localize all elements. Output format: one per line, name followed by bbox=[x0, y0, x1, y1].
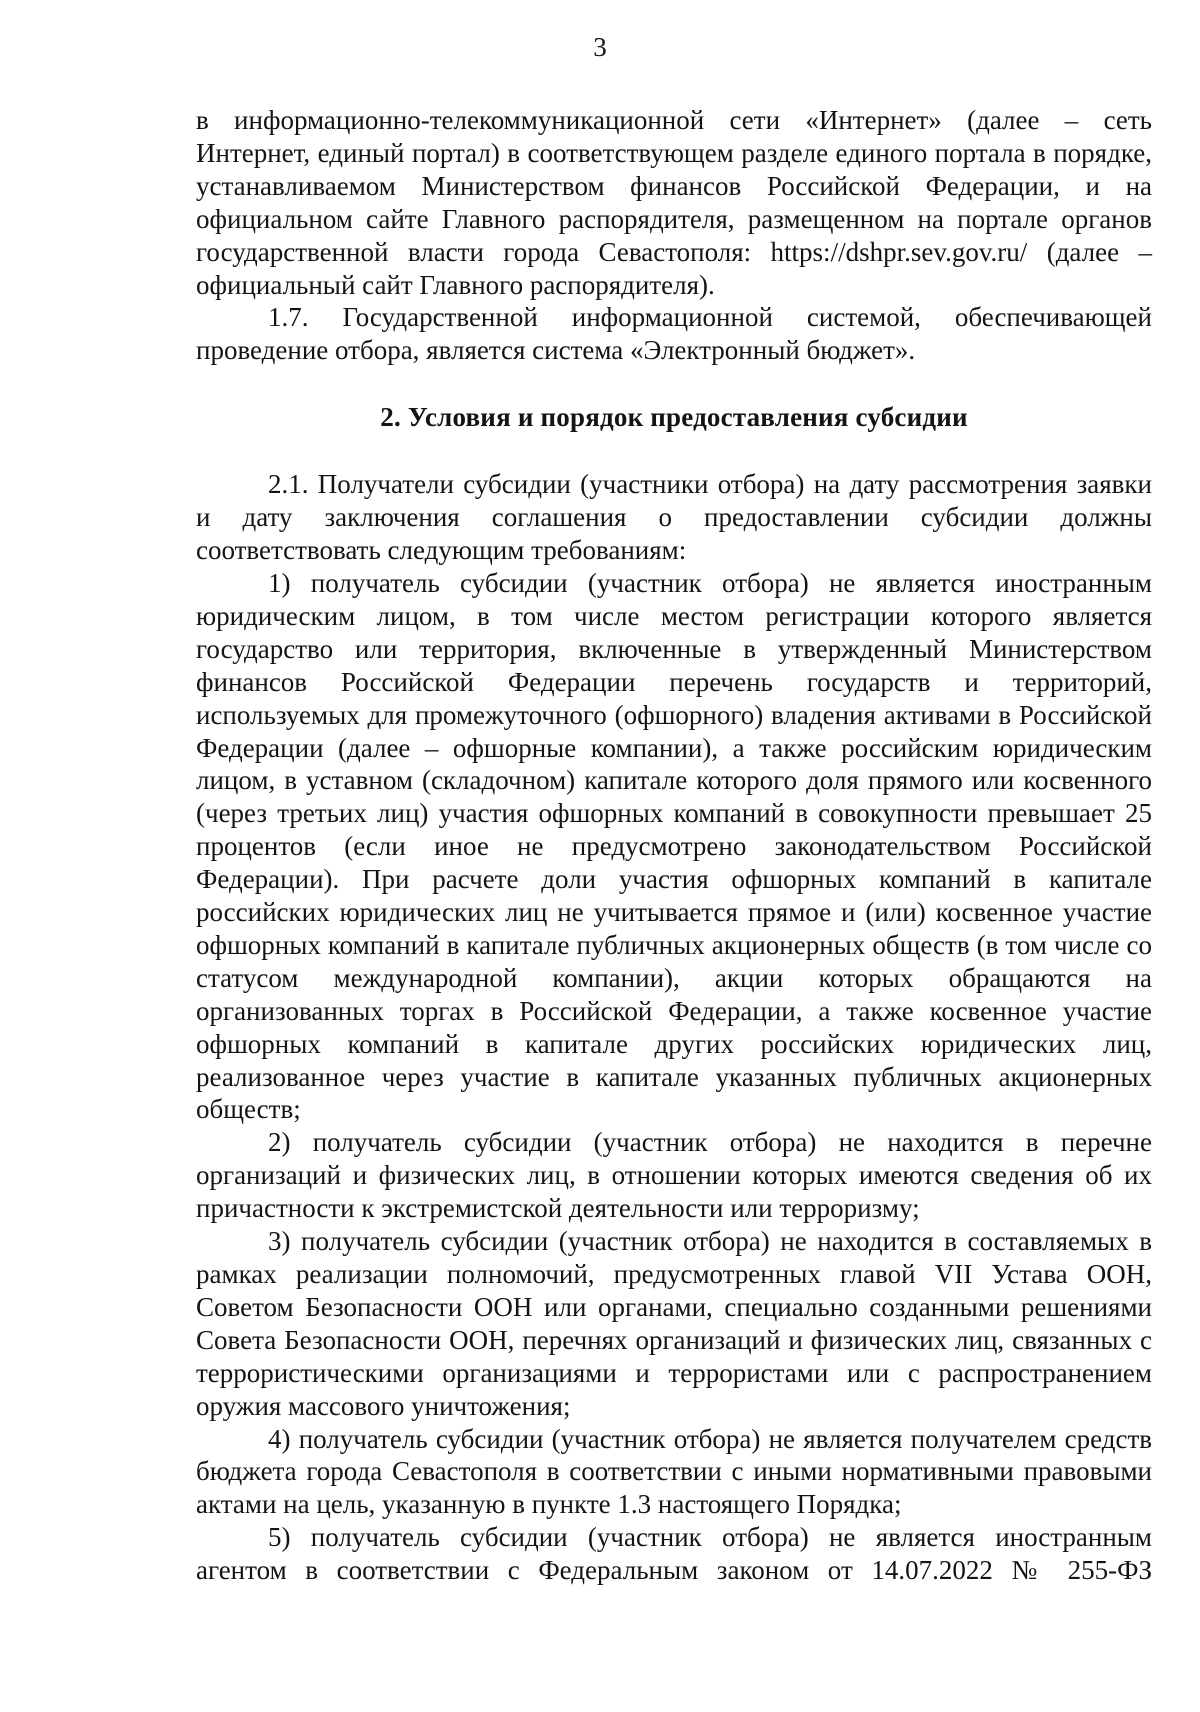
paragraph-item-5: 5) получатель субсидии (участник отбора) не является иностранным агентом в соответствии с Федеральным законом от 14.07.2022 № 255-ФЗ bbox=[196, 1522, 1152, 1586]
page-number: 3 bbox=[593, 32, 607, 62]
spacer bbox=[196, 367, 1152, 401]
section-heading: 2. Условия и порядок предоставления субсидии bbox=[380, 402, 968, 433]
spacer bbox=[196, 434, 1152, 468]
paragraph-item-3: 3) получатель субсидии (участник отбора) не находится в составляемых в рамках реализации полномочий, предусмотренных главой VII Устава ООН, Советом Безопасности ООН или органами, специально созданными решениями Совета Безопасности ООН, перечнях организаций и физических лиц, связанных с террористическими организациями и террористами или с распространением оружия массового уничтожения; bbox=[196, 1226, 1152, 1421]
paragraph-item-4: 4) получатель субсидии (участник отбора) не является получателем средств бюджета города Севастополя в соответствии с иными нормативными правовыми актами на цель, указанную в пункте 1.3 настоящего Порядка; bbox=[196, 1423, 1152, 1520]
document-body bbox=[196, 104, 1152, 1587]
paragraph-continuation: в информационно-телекоммуникационной сети «Интернет» (далее – сеть Интернет, единый портал) в соответствующем разделе единого портала в порядке, устанавливаемом Министерством финансов Российской Федерации, и на официальном сайте Главного распорядителя, размещенном на портале органов государственной власти города Севастополя: https://dshpr.sev.gov.ru/ (далее – официальный сайт Главного распорядителя). bbox=[196, 105, 1152, 300]
paragraph-item-1: 1) получатель субсидии (участник отбора) не является иностранным юридическим лицом, в том числе местом регистрации которого является государство или территория, включенные в утвержденный Министерством финансов Российской Федерации перечень государств и территорий, используемых для промежуточного (офшорного) владения активами в Российской Федерации (далее – офшорные компании), а также российским юридическим лицом, в уставном (складочном) капитале которого доля прямого или косвенного (через третьих лиц) участия офшорных компаний в совокупности превышает 25 процентов (если иное не предусмотрено законодательством Российской Федерации). При расчете доли участия офшорных компаний в капитале российских юридических лиц не учитывается прямое и (или) косвенное участие офшорных компаний в капитале публичных акционерных обществ (в том числе со статусом международной компании), акции которых обращаются на организованных торгах в Российской Федерации, а также косвенное участие офшорных компаний в капитале других российских юридических лиц, реализованное через участие в капитале указанных публичных акционерных обществ; bbox=[196, 567, 1152, 1125]
paragraph-2-1: 2.1. Получатели субсидии (участники отбора) на дату рассмотрения заявки и дату заключения соглашения о предоставлении субсидии должны соответствовать следующим требованиям: bbox=[196, 469, 1152, 566]
paragraph-item-2: 2) получатель субсидии (участник отбора) не находится в перечне организаций и физических лиц, в отношении которых имеются сведения об их причастности к экстремистской деятельности или терроризму; bbox=[196, 1127, 1152, 1224]
paragraph-1-7: 1.7. Государственной информационной системой, обеспечивающей проведение отбора, является система «Электронный бюджет». bbox=[196, 302, 1152, 366]
